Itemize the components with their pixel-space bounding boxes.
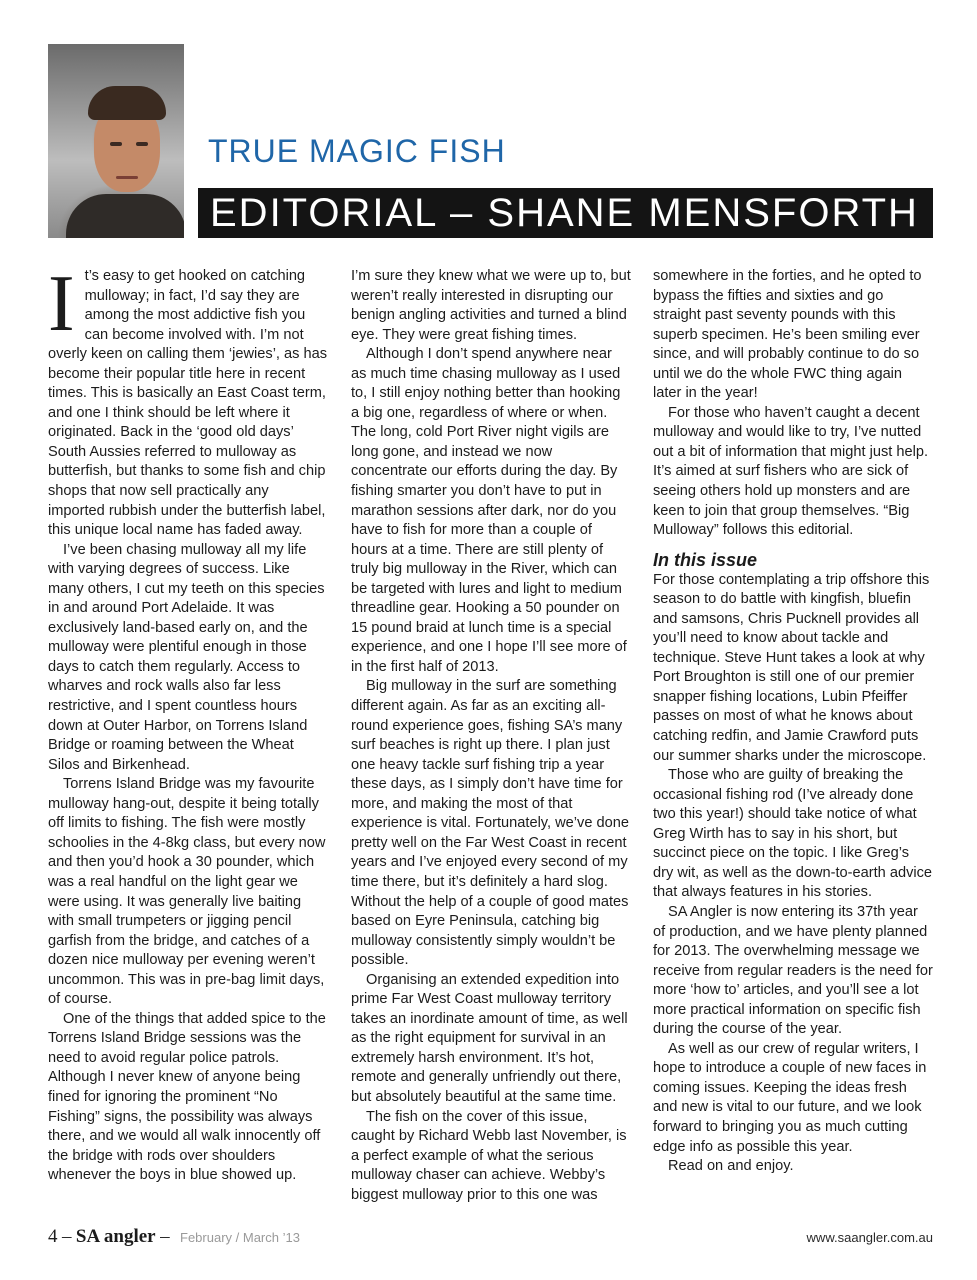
paragraph: The fish on the cover of this issue, caught by Richard Webb last November, is a perfect example of what the serious mulloway chaser can achieve. Webby’s biggest mulloway prior to this one was	[351, 1108, 627, 1203]
paragraph: somewhere in the forties, and he opted to bypass the fifties and sixties and go straight past seventy pounds with this superb specimen. He’s been smiling ever since, and will probably continue to do so until we do the whole FWC thing again later in the year!	[653, 268, 922, 402]
paragraph: For those who haven’t caught a decent mulloway and would like to try, I’ve nutted out a bit of information that might just help. It’s aimed at surf fishers who are sick of seeing others hold up monsters and are keen to join that group themselves. “Big Mulloway” follows this editorial.	[653, 404, 929, 539]
photo-shirt	[66, 194, 184, 238]
paragraph: SA Angler is now entering its 37th year of production, and we have plenty planned for 2013. The overwhelming message we receive from regular readers is the need for more ‘how to’ articles, and you’ll see a lot more practical information on specific fish during the course of the year.	[653, 903, 933, 1038]
paragraph: One of the things that added spice to the Torrens Island Bridge sessions was the need to avoid regular police patrols. Although I never knew of anyone being fined for ignoring the prominent “No Fishing” signs, the possibility was always there, and we would all walk innocently off the bridge with rods over shoulders whenever the boys in blue showed up.	[48, 1010, 326, 1184]
column-2	[351, 267, 631, 1205]
footer-dash: –	[61, 1226, 72, 1247]
paragraph: For those contemplating a trip offshore this season to do battle with kingfish, bluefin and samsons, Chris Pucknell provides all you’ll need to know about tackle and technique. Steve Hunt takes a look at why Port Broughton is still one of our premier snapper fishing locations, Lubin Pfeiffer passes on most of what he knows about catching redfin, and Jamie Crawford puts our summer sharks under the microscope.	[653, 571, 930, 764]
paragraph: As well as our crew of regular writers, I hope to introduce a couple of new faces in coming issues. Keeping the ideas fresh and new is vital to our future, and we look forward to bringing you as much cutting edge info as possible this year.	[653, 1040, 927, 1155]
column-3	[653, 267, 933, 1177]
author-photo	[48, 44, 184, 238]
website-link[interactable]: www.saangler.com.au	[806, 1230, 933, 1245]
paragraph: I’m sure they knew what we were up to, but weren’t really interested in disrupting our benign angling activities and turned a blind eye. They were great fishing times.	[351, 268, 631, 343]
issue-date: February / March ’13	[180, 1230, 300, 1245]
footer-left	[48, 1226, 300, 1248]
page-number: 4	[48, 1226, 58, 1247]
paragraph: Big mulloway in the surf are something different again. As far as an exciting all-round experience goes, fishing SA’s many surf beaches is right up there. I plan just one heavy tackle surf fishing trip a year these days, as I simply don’t have time for more, and making the most of that experience is vital. Fortunately, we’ve done pretty well on the Far West Coast in recent years and I’ve enjoyed every second of my time there, but it’s definitely a hard slog. Without the help of a couple of good mates based on Eyre Peninsula, catching big mulloway consistently simply wouldn’t be possible.	[351, 678, 629, 969]
paragraph: I’ve been chasing mulloway all my life with varying degrees of success. Like many others, I cut my teeth on this species in and around Port Adelaide. It was exclusively land-based early on, and the mulloway were plentiful enough in those days to catch them regularly. Access to wharves and rock walls also far less restrictive, and I spent countless hours down at Outer Harbor, on Torrens Island Bridge or roaming between the Wheat Silos and Birkenhead.	[48, 541, 325, 773]
paragraph: Those who are guilty of breaking the occasional fishing rod (I’ve already done two this year!) should take notice of what Greg Wirth has to say in his short, but succinct piece on the topic. I like Greg’s dry wit, as well as the down-to-earth advice that always features in his stories.	[653, 767, 933, 901]
drop-cap: I	[48, 260, 75, 348]
photo-eye-right	[136, 142, 148, 146]
paragraph-text: t’s easy to get hooked on catching mulloway; in fact, I’d say they are among the most addictive fish you can become involved with. I’m not overly keen on calling them ‘jewies’, as has become their popular title here in recent times. This is basically an East Coast term, and one I think should be left where it originated. Back in the ‘good old days’ South Aussies referred to mulloway as butterfish, but thanks to some fish and chip shops that now sell practically any imported rubbish under the butterfish label, this unique local name has faded away.	[48, 268, 328, 539]
photo-hair	[88, 86, 166, 120]
paragraph: Organising an extended expedition into prime Far West Coast mulloway territory takes an inordinate amount of time, as well as the right equipment for survival in an extremely harsh environment. It’s hot, remote and generally unfriendly out there, but absolutely beautiful at the same time.	[351, 971, 628, 1105]
footer-dash: –	[160, 1226, 170, 1247]
title-bar	[198, 188, 933, 238]
magazine-name: SA angler	[75, 1226, 156, 1247]
paragraph: Although I don’t spend anywhere near as much time chasing mulloway as I used to, I still enjoy nothing better than hooking a big one, regardless of where or when. The long, cold Port River night vigils are long gone, and instead we now concentrate our efforts during the day. By fishing smarter you don’t have to put in marathon sessions after dark, nor do you have to fish for more than a couple of hours at a time. There are still plenty of truly big mulloway in the River, which can be targeted with lures and light to medium threadline gear. Hooking a 50 pounder on 15 pound braid at lunch time is a special experience, and one I hope I’ll see more of in the first half of 2013.	[351, 346, 627, 675]
paragraph: Torrens Island Bridge was my favourite mulloway hang-out, despite it being totally off limits to fishing. The fish were mostly schoolies in the 4-8kg class, but every now and then you’d hook a 30 pounder, which was a real handful on the light gear we were using. It was generally live baiting with small trumpeters or jigging pencil garfish from the bridge, and catches of a dozen nice mulloway per evening weren’t uncommon. This was in pre-bag limit days, of course.	[48, 776, 326, 1008]
paragraph: Read on and enjoy.	[668, 1158, 794, 1175]
photo-eye-left	[110, 142, 122, 146]
photo-mouth	[116, 176, 138, 179]
page-title: EDITORIAL – SHANE MENSFORTH	[210, 191, 919, 235]
page-footer	[48, 1226, 933, 1250]
kicker-title: TRUE MAGIC FISH	[208, 133, 506, 169]
paragraph	[48, 260, 328, 541]
column-1	[48, 260, 328, 1186]
section-subheading: In this issue	[653, 549, 758, 570]
